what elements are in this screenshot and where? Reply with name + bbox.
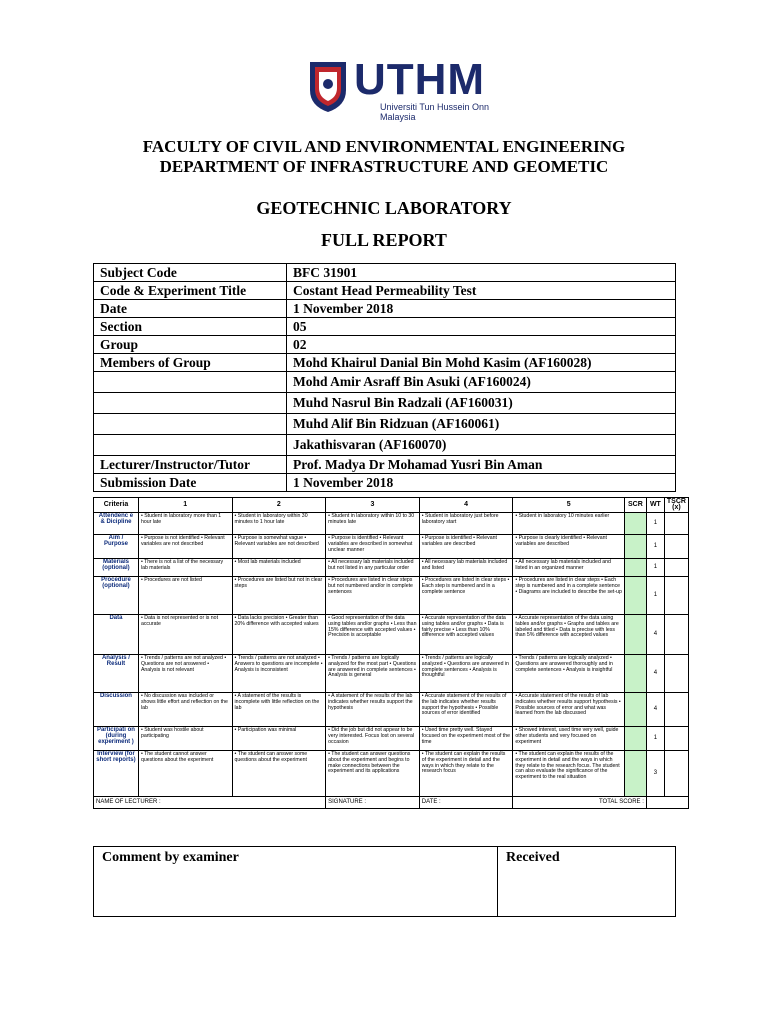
rubric-criteria: Procedure (optional) — [94, 577, 139, 615]
rubric-header: TSCR (x) — [664, 498, 688, 513]
info-row — [94, 336, 676, 354]
rubric-level-4: • All necessary lab materials included and listed — [419, 559, 513, 577]
info-value: Prof. Madya Dr Mohamad Yusri Bin Aman — [287, 456, 676, 474]
rubric-row — [94, 693, 689, 727]
rubric-level-3: • The student can answer questions about the experiment and begins to make connections between the experiment and its applications — [326, 751, 420, 797]
rubric-level-1: • No discussion was included or shows little effort and reflection on the lab — [138, 693, 232, 727]
rubric-criteria: Data — [94, 615, 139, 655]
rubric-level-5: • All necessary lab materials included and listed in an organized manner — [513, 559, 625, 577]
score-cell[interactable] — [624, 727, 646, 751]
rubric-level-4: • Used time pretty well. Stayed focused on the experiment most of the time — [419, 727, 513, 751]
info-row — [94, 300, 676, 318]
total-score-cell[interactable] — [664, 559, 688, 577]
rubric-header: Criteria — [94, 498, 139, 513]
info-value: Mohd Khairul Danial Bin Mohd Kasim (AF160028) — [287, 354, 676, 372]
rubric-footer-row — [94, 797, 689, 809]
score-cell[interactable] — [624, 615, 646, 655]
info-label — [94, 414, 287, 435]
info-label: Lecturer/Instructor/Tutor — [94, 456, 287, 474]
rubric-criteria: Attendenc e & Dicipline — [94, 513, 139, 535]
rubric-level-4: • Accurate representation of the data using tables and/or graphs • Data is fairly precise • Less than 10% difference with accepted values — [419, 615, 513, 655]
report-info-table — [93, 263, 676, 492]
score-cell[interactable] — [624, 559, 646, 577]
rubric-level-5: • Accurate representation of the data using tables and/or graphs • Graphs and tables are labeled and titled • Data is precise with less than 5% difference with accepted values — [513, 615, 625, 655]
rubric-criteria: Materials (optional) — [94, 559, 139, 577]
date-field: DATE : — [419, 797, 513, 809]
uthm-university-name: Universiti Tun Hussein Onn Malaysia — [380, 102, 490, 122]
rubric-row — [94, 535, 689, 559]
rubric-level-5: • The student can explain the results of the experiment in detail and the ways in which they relate to the research focus. The student can also evaluate the significance of the experiment to the real situation — [513, 751, 625, 797]
weight-cell: 4 — [646, 693, 664, 727]
rubric-level-3: • All necessary lab materials included but not listed in any particular order — [326, 559, 420, 577]
rubric-level-2: • Student in laboratory within 30 minutes to 1 hour late — [232, 513, 326, 535]
rubric-level-1: • Trends / patterns are not analyzed • Questions are not answered • Analysis is not relevant — [138, 655, 232, 693]
score-cell[interactable] — [624, 577, 646, 615]
rubric-criteria: Discussion — [94, 693, 139, 727]
weight-cell: 1 — [646, 577, 664, 615]
info-value: Costant Head Permeability Test — [287, 282, 676, 300]
lecturer-name-field: NAME OF LECTURER : — [94, 797, 326, 809]
rubric-level-5: • Procedures are listed in clear steps • Each step is numbered and in a complete sentence • Diagrams are included to describe the set-up — [513, 577, 625, 615]
total-score-cell[interactable] — [664, 751, 688, 797]
report-title: FULL REPORT — [321, 230, 447, 250]
lab-title: GEOTECHNIC LABORATORY — [256, 198, 512, 218]
rubric-level-4: • Accurate statement of the results of the lab indicates whether results support the hypothesis • Possible sources of error identified — [419, 693, 513, 727]
info-label — [94, 393, 287, 414]
assessment-rubric-table — [93, 497, 689, 809]
info-row — [94, 354, 676, 372]
rubric-level-3: • Trends / patterns are logically analyzed for the most part • Questions are answered in complete sentences • Analysis is general — [326, 655, 420, 693]
weight-cell: 3 — [646, 751, 664, 797]
rubric-row — [94, 577, 689, 615]
total-score-cell[interactable] — [664, 693, 688, 727]
rubric-level-3: • A statement of the results of the lab indicates whether results support the hypothesis — [326, 693, 420, 727]
rubric-row — [94, 727, 689, 751]
rubric-level-5: • Accurate statement of the results of lab indicates whether results support hypothesis • Possible sources of error and what was learned from the lab discussed — [513, 693, 625, 727]
rubric-level-3: • Did the job but did not appear to be very interested. Focus lost on several occasion — [326, 727, 420, 751]
rubric-level-2: • Trends / patterns are not analyzed • Answers to questions are incomplete • Analysis is inconsistent — [232, 655, 326, 693]
total-score-cell[interactable] — [664, 513, 688, 535]
rubric-criteria: Aim / Purpose — [94, 535, 139, 559]
rubric-header: WT — [646, 498, 664, 513]
rubric-level-3: • Procedures are listed in clear steps but not numbered and/or in complete sentences — [326, 577, 420, 615]
rubric-header: 2 — [232, 498, 326, 513]
rubric-level-4: • Trends / patterns are logically analyzed • Questions are answered in complete sentences • Analysis is thoughtful — [419, 655, 513, 693]
faculty-title: FACULTY OF CIVIL AND ENVIRONMENTAL ENGINEERING — [142, 137, 626, 156]
rubric-level-1: • Procedures are not listed — [138, 577, 232, 615]
info-value: Jakathisvaran (AF160070) — [287, 435, 676, 456]
info-value: Muhd Alif Bin Ridzuan (AF160061) — [287, 414, 676, 435]
rubric-level-1: • Data is not represented or is not accurate — [138, 615, 232, 655]
info-label: Section — [94, 318, 287, 336]
rubric-row — [94, 513, 689, 535]
received-box — [497, 846, 676, 917]
info-label: Submission Date — [94, 474, 287, 492]
info-label: Subject Code — [94, 264, 287, 282]
score-cell[interactable] — [624, 693, 646, 727]
rubric-row — [94, 655, 689, 693]
rubric-level-4: • Procedures are listed in clear steps • Each step is numbered and in a complete sentence — [419, 577, 513, 615]
rubric-row — [94, 751, 689, 797]
total-score-cell[interactable] — [664, 655, 688, 693]
rubric-header: 5 — [513, 498, 625, 513]
info-row — [94, 282, 676, 300]
info-label — [94, 435, 287, 456]
rubric-level-1: • There is not a list of the necessary lab materials — [138, 559, 232, 577]
info-value: 1 November 2018 — [287, 474, 676, 492]
comment-title: Comment by examiner — [102, 850, 239, 865]
rubric-level-2: • The student can answer some questions about the experiment — [232, 751, 326, 797]
weight-cell: 4 — [646, 615, 664, 655]
info-row — [94, 393, 676, 414]
weight-cell: 1 — [646, 559, 664, 577]
rubric-criteria: Analysis / Result — [94, 655, 139, 693]
received-title: Received — [506, 850, 560, 865]
rubric-criteria: Interview (for short reports) — [94, 751, 139, 797]
info-value: Mohd Amir Asraff Bin Asuki (AF160024) — [287, 372, 676, 393]
rubric-header: 4 — [419, 498, 513, 513]
total-score-cell[interactable] — [664, 577, 688, 615]
total-score-cell[interactable] — [664, 615, 688, 655]
rubric-level-3: • Good representation of the data using tables and/or graphs • Less than 15% difference with accepted values • Precision is acceptable — [326, 615, 420, 655]
rubric-level-5: • Purpose is clearly identified • Relevant variables are described — [513, 535, 625, 559]
rubric-header: SCR — [624, 498, 646, 513]
signature-field: SIGNATURE : — [326, 797, 420, 809]
info-value: 05 — [287, 318, 676, 336]
rubric-level-1: • The student cannot answer questions about the experiment — [138, 751, 232, 797]
info-row — [94, 414, 676, 435]
rubric-header-row — [94, 498, 689, 513]
uthm-crest-icon — [306, 56, 350, 114]
comment-by-examiner-box — [93, 846, 498, 917]
uthm-logo — [306, 55, 522, 122]
info-value: 1 November 2018 — [287, 300, 676, 318]
rubric-level-4: • The student can explain the results of the experiment in detail and the ways in which they relate to the research focus — [419, 751, 513, 797]
rubric-level-5: • Student in laboratory 10 minutes earlier — [513, 513, 625, 535]
info-value: 02 — [287, 336, 676, 354]
score-cell[interactable] — [624, 751, 646, 797]
info-row — [94, 264, 676, 282]
rubric-level-3: • Purpose is identified • Relevant variables are described in somewhat unclear manner — [326, 535, 420, 559]
total-score-cell[interactable] — [664, 535, 688, 559]
rubric-row — [94, 615, 689, 655]
rubric-level-2: • Data lacks precision • Greater than 20% difference with accepted values — [232, 615, 326, 655]
info-label: Date — [94, 300, 287, 318]
rubric-level-5: • Showed interest, used time very well, guide other students and very focused on experiment — [513, 727, 625, 751]
rubric-level-4: • Purpose is identified • Relevant variables are described — [419, 535, 513, 559]
weight-cell: 1 — [646, 727, 664, 751]
rubric-level-1: • Student in laboratory more than 1 hour late — [138, 513, 232, 535]
info-label — [94, 372, 287, 393]
info-row — [94, 474, 676, 492]
info-label: Code & Experiment Title — [94, 282, 287, 300]
rubric-criteria: Participati on (during experiment ) — [94, 727, 139, 751]
rubric-level-2: • Purpose is somewhat vague • Relevant variables are not described — [232, 535, 326, 559]
rubric-level-5: • Trends / patterns are logically analyzed • Questions are answered thoroughly and in complete sentences • Analysis is insightful — [513, 655, 625, 693]
info-label: Members of Group — [94, 354, 287, 372]
info-value: BFC 31901 — [287, 264, 676, 282]
total-score-cell[interactable] — [664, 727, 688, 751]
uthm-wordmark: UTHM — [354, 55, 486, 104]
total-score-value — [646, 797, 688, 809]
total-score-field: TOTAL SCORE : — [513, 797, 647, 809]
rubric-header: 1 — [138, 498, 232, 513]
rubric-level-1: • Purpose is not identified • Relevant variables are not described — [138, 535, 232, 559]
weight-cell: 1 — [646, 535, 664, 559]
department-title: DEPARTMENT OF INFRASTRUCTURE AND GEOMETIC — [159, 157, 609, 176]
info-row — [94, 456, 676, 474]
info-row — [94, 318, 676, 336]
rubric-level-3: • Student in laboratory within 10 to 30 minutes late — [326, 513, 420, 535]
info-label: Group — [94, 336, 287, 354]
info-value: Muhd Nasrul Bin Radzali (AF160031) — [287, 393, 676, 414]
rubric-level-2: • Procedures are listed but not in clear steps — [232, 577, 326, 615]
score-cell[interactable] — [624, 655, 646, 693]
rubric-level-2: • Participation was minimal — [232, 727, 326, 751]
score-cell[interactable] — [624, 513, 646, 535]
rubric-level-2: • Most lab materials included — [232, 559, 326, 577]
rubric-level-2: • A statement of the results is incomplete with little reflection on the lab — [232, 693, 326, 727]
info-row — [94, 372, 676, 393]
rubric-row — [94, 559, 689, 577]
rubric-header: 3 — [326, 498, 420, 513]
info-row — [94, 435, 676, 456]
rubric-level-1: • Student was hostile about participating — [138, 727, 232, 751]
score-cell[interactable] — [624, 535, 646, 559]
rubric-level-4: • Student in laboratory just before laboratory start — [419, 513, 513, 535]
weight-cell: 1 — [646, 513, 664, 535]
weight-cell: 4 — [646, 655, 664, 693]
